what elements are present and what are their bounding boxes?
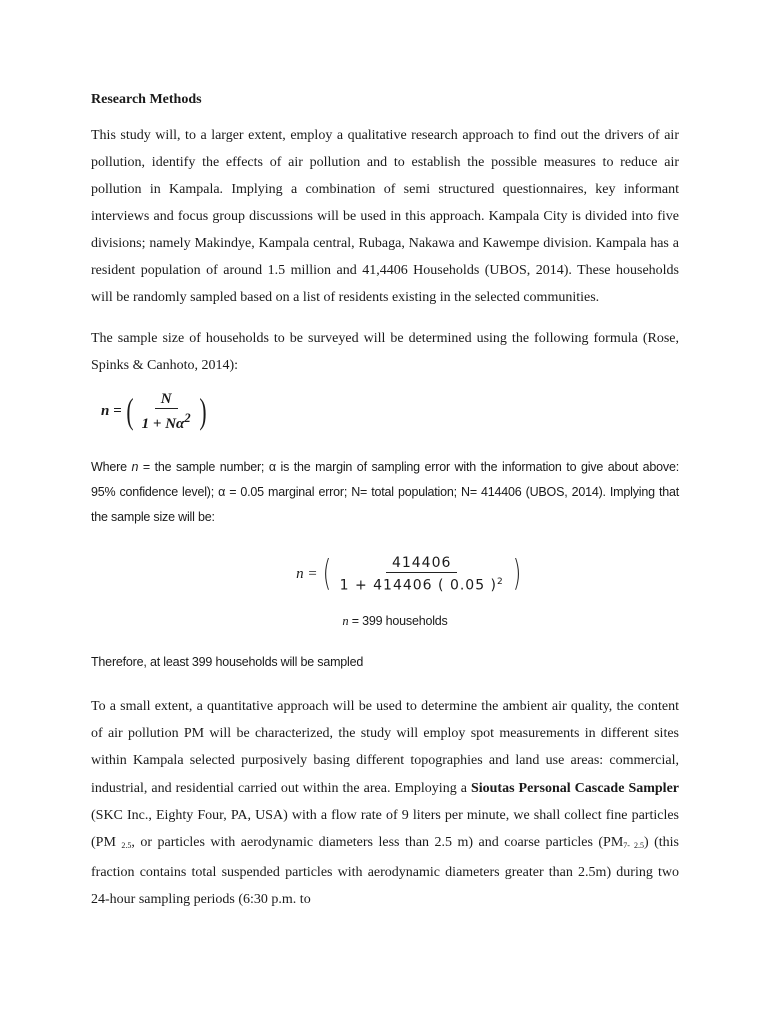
definitions-prefix: Where xyxy=(91,460,132,474)
result-variable: n xyxy=(342,614,349,628)
computed-formula-fraction xyxy=(334,554,510,595)
sampler-name: Sioutas Personal Cascade Sampler xyxy=(470,780,680,796)
right-paren: ) xyxy=(512,553,522,594)
formula-fraction xyxy=(136,390,197,433)
right-paren: ) xyxy=(198,391,207,431)
paragraph-variable-definitions xyxy=(91,455,679,530)
quantitative-text-1: To a small extent, a quantitative approach will be used to determine the ambient air quality, the content of air pollution PM will be characterized, the study will employ spot measurements in different sites within Kampala selected purposively basing different topographies and land use areas: commercial, industrial, and residential carried out within the area. Employing a xyxy=(91,699,679,796)
formula-denominator-exponent: 2 xyxy=(184,410,191,425)
conclusion-line: Therefore, at least 399 households will be sampled xyxy=(91,655,364,669)
pm-subscript-fine: 2.5 xyxy=(121,841,132,851)
paragraph-quantitative-approach xyxy=(91,693,679,914)
computed-formula-lhs: n = xyxy=(296,565,318,582)
formula-lhs: n = xyxy=(101,402,122,419)
left-paren: ( xyxy=(126,391,134,431)
result-text: = 399 households xyxy=(348,614,448,628)
computed-sample-formula xyxy=(141,552,679,596)
definitions-text: = the sample number; α is the margin of sampling error with the information to give about above: 95% confidence level); α = 0.05 marginal error; N= total population; N= 414406 (UBOS, 2014). Implying that the sample size will be: xyxy=(91,460,679,524)
section-heading: Research Methods xyxy=(91,92,202,107)
document-page xyxy=(91,92,679,914)
quantitative-text-4: ) (this fraction contains total suspended particles with aerodynamic diameters greater than 2.5m) during two 24-hour sampling periods (6:30 p.m. to xyxy=(91,835,679,908)
quantitative-text-3: , or particles with aerodynamic diameters less than 2.5 m) and coarse particles (PM xyxy=(131,835,624,851)
left-paren: ( xyxy=(322,553,331,594)
paragraph-qualitative-approach: This study will, to a larger extent, employ a qualitative research approach to find out the drivers of air pollution, identify the effects of air pollution and to establish the possible measures to reduce air pollution in Kampala. Implying a combination of semi structured questionnaires, key informant interviews and focus group discussions will be used in this approach. Kampala City is divided into five divisions; namely Makindye, Kampala central, Rubaga, Nakawa and Kawempe division. Kampala has a resident population of around 1.5 million and 41,4406 Households (UBOS, 2014). These households will be randomly sampled based on a list of residents existing in the selected communities. xyxy=(91,128,679,305)
computed-formula-denominator xyxy=(334,573,510,595)
computed-denominator-exponent: 2 xyxy=(497,576,504,587)
quantitative-text-2: (SKC Inc., Eighty Four, PA, USA) with a flow rate of 9 liters per minute, we shall collect fine particles (PM xyxy=(91,807,679,851)
computed-formula-numerator: 414406 xyxy=(386,554,457,573)
formula-numerator: N xyxy=(155,390,178,409)
formula-denominator-base: 1 + Nα xyxy=(141,415,185,432)
pm-subscript-coarse: 7- 2.5 xyxy=(623,841,644,851)
sample-size-result xyxy=(91,614,679,629)
definitions-variable: n xyxy=(131,460,139,474)
formula-denominator xyxy=(136,409,197,433)
sample-size-formula xyxy=(101,391,679,431)
paragraph-sample-size-intro: The sample size of households to be surveyed will be determined using the following formula (Rose, Spinks & Canhoto, 2014): xyxy=(91,331,679,373)
computed-denominator-base: 1 + 414406 ( 0.05 ) xyxy=(339,577,498,594)
